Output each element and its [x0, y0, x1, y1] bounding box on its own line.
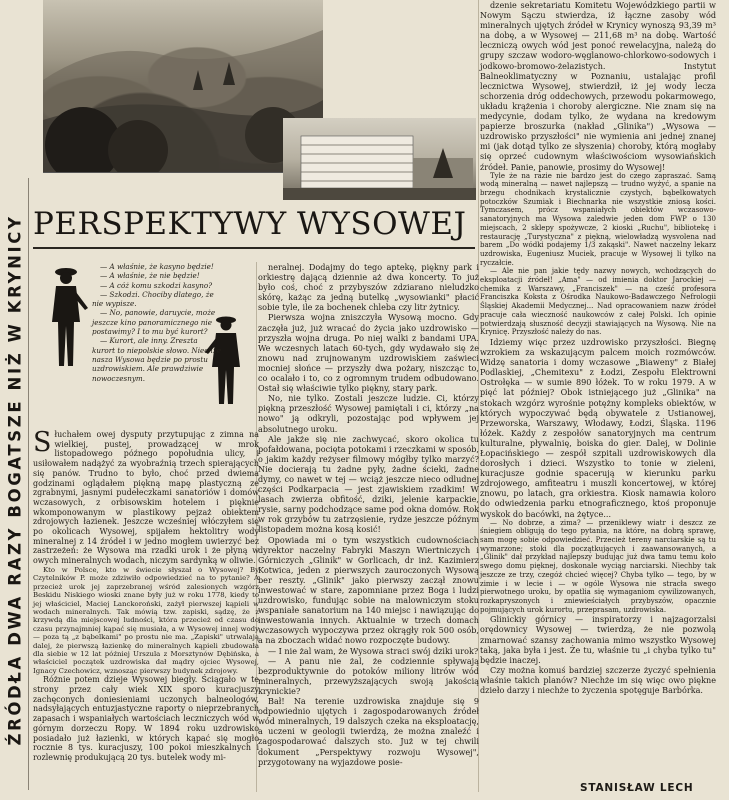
headline-rule [33, 247, 475, 249]
dialogue-line: — A właśnie, że nie będzie! [100, 271, 200, 281]
dialogue-line: — A właśnie, że kasyno będzie! [100, 262, 214, 271]
body-paragraph: dzenie sekretariatu Komitetu Wojewódzkiego partii w Nowym Sączu stwierdza, iż łączne zasoby wód mineralnych ujętych źródeł w Krynicy wynoszą 93,39 m³ na dobę, a w Wysowej — 211,68 m³ na dobę. Wartość leczniczą owych wód jest ponoć rewelacyjna, należą do grupy szczaw wodoro-węglanowo-chlorkowo-sodowych i jodkowo-bromowo-żelazistych. Instytut Balneoklimatyczny w Poznaniu, ustalając profil lecznictwa Wysowej, stwierdził, iż jej wody lecza schorzenia dróg oddechowych, przewodu pokarmowego, układu krążenia i choroby alergiczne. Nie znam się na medycynie, dodam tylko, że wydana na kredowym papierze broszurka (nakład „Glinika") „Wysowa — uzdrowisko przyszłości" nie wymienia ani jednej znanej mi (jak dotąd tylko ze słyszenia) choroby, którą mogłaby się oprzeć cudownym właściwościom wysowiańskich źródeł. Panie, panowie, prosimy do Wysowej! [480, 0, 716, 172]
body-paragraph: Pierwsza wojna zniszczyła Wysową mocno. Gdy zaczęła już, już wracać do życia jako uzdrowisko — przyszła wojna druga. Po niej walki z bandami UPA. We wczesnych latach 60-tych, gdy wydawało się że znowu nad zrujnowanym uzdrowiskiem zaświeci mocniej słońce — przyszły dwa pożary, niszcząc to, co ocalało i to, co z ogromnym trudem odbudowano. Ostał się właściwie tylko piękny, stary park. [258, 312, 479, 394]
body-paragraph: Różnie potem dzieje Wysowej biegły. Ściągało w te strony przez cały wiek XIX sporo kuracjuszy zachęconych doniesieniami uczonych balneologów, nadsyłających entuzjastyczne raporty o nieprzebranych zapasach i wspaniałych wartościach leczniczych wód w górnym dorzeczu Ropy. W 1894 roku uzdrowisko posiadało już łazienki, w których kąpać się mogło rocznie 8 tys. kuracjuszy, 100 pokoi mieszkalnych i rozlewnię produkującą 20 tys. butelek wody mi- [33, 675, 259, 762]
small-paragraph: — Ale nie pan jakie tędy nazwy nowych, wchodzących do eksploatacji źródeł! „Ama" — od imienia doktor Jarockiej — chemika z Warszawy, „Franciszek" — na cześć profesora Franciszka Koksta z Ośrodka Naukowo-Badawczego Nefrologii Śląskiej Akademii Medycznej... Nad opracowaniem nazw źródeł pracuje cała wieczność naukowców z całej Polski. Ich opinie potwierdzają słuszność decyzji stawiających na Wysową. Nie na Krynicę. Przyszłość należy do nas. [480, 267, 716, 337]
dialogue-line: — No, panowie, daruycie, może jeszcze kino panoramicznego nie postawimy? I to mu być kurort? [92, 308, 216, 337]
lead-paragraph-text: łuchałem owej dysputy przytupując z zimna na wielkiej, pustej, prowadzącej w mrok listopadowego późnego popołudnia ulicy, i usiłowałem nadążyć za wyobraźnią trzech spierających się panów. Trudno to było, choć przed dwiema godzinami oglądałem piękną mapę plastyczną ze zgrabnymi, jasnymi pudełeczkami sanatoriów i domów wczasowych, z orbisowskim hotelem i pięknie wkomponowanym w plastikowy pejzaż obiektem zdrojowych łazienek. Jeszcze wcześniej włóczyłem się po okolicach Wysowej, spijałem hektolitry wody mineralnej z 14 źródeł i w jedno mogłem uwierzyć bez zastrzeżeń: że Wysowa ma rzadki urok i że płyną w owych mineralnych wodach, niczym sardynką w oliwie. [33, 430, 259, 566]
body-paragraph: Opowiada mi o tym wszystkich cudownościach dyrektor naczelny Fabryki Maszyn Wiertniczych i Górniczych „Glinik" w Gorlicach, dr inż. Kazimierz Kotwica, jeden z pierwszych zauroczonych Wysową ber reszty. „Glinik" jako pierwszy zaczął znowu inwestować w stare, zapomniane przez Boga i ludzi uzdrowisko, fundując sobie na malowniczym stoku wspaniałe sanatorium na 140 miejsc i nawiązując do inwestowania innych. Aktualnie w trzech domach wczasowych wypoczywa przez okrągły rok 500 osób, a na zboczach widać nowo rozpoczęte budowy. [258, 534, 479, 646]
small-paragraph: — No dobrze, a zima? — przeniklewy wiatr i deszcz ze śniegiem obligują do tego pytania, na które, na dobrą sprawę, sam mogę sobie odpowiedzieć. Przecież tereny narciarskie są tu wymarzone; stoki dla początkujących i zaawansowanych, a „Glinik" dał przykład najlepszy budując już dwa tamu temu koło swego domu pięknej, doskonale wyciąg narciarski. Niechby tak jeszcze ze trzy, czegóż chcieć więcej? Chyba tylko — tego, by w zimie i w lecie i — w ogóle Wysowa nie stracła swego pierwotnego uroku, by opatlia się wymaganiom cywilizowanych, rozkapryszonych i zniewieściałych przybyszów, opacznie pojmujących urok kurortu, przeprasam, uzdrowiska. [480, 518, 716, 614]
dialogue-block [92, 262, 222, 383]
body-paragraph: — I nie żal wam, że Wysowa straci swój dziki urok? [268, 645, 479, 656]
body-paragraph: Bał! Na terenie uzdrowiska znajduje się 9 odpowiednio ujętych i zagospodarowanych źródeł wód mineralnych, 19 dalszych czeka na eksploatację, a uczeni w geologii twierdzą, że można znaleźć i zagospodarować dalszych sto. Już w tej chwili dokument „Perspektywy rozwoju Wysowej", przygotowany na wyjazdowe posie- [258, 696, 479, 767]
landscape-photo [43, 0, 323, 173]
body-paragraph: Idziemy więc przez uzdrowisko przyszłości. Biegnę wzrokiem za wskazującym palcem moich rozmówców. Widzę sanatoria i domy wczasowe „Biaweny" z Białej Podlaskiej, „Chemitexu" z Łodzi, Zespołu Elektrowni Ostrołęka — w sumie 890 łóżek. To w roku 1979. A w pięć lat później? Obok istniejącego już „Glinika" na stokach wzgórz wyrośnie potężny kompleks obiektów, w których wypoczywać będą obywatele z Ustianowej, Przeworska, Warszawy, Włodawy, Łodzi, Śląska. 1196 łóżek. Każdy z zespołów sanatoryjnych ma centrum kulturalne, pływalnię, boiska do gier. Dalej, w Dolinie Łopacińskiego — zespół szpitali uzdrowiskowych dla dorosłych i dzieci. Wszystko to tonie w zieleni, kuracjusze godnie spacerują w kierunku parku zdrojowego, amfiteatru i muszli koncertowej, w której znowu, po latach, gra orkiestra. Kiosk namawia koloro do odwiedzenia parku etnograficznego, ktoś proponuje wyskok do bacówki, na żętyce... [480, 336, 716, 519]
body-paragraph: Ale jakże się nie zachwycać, skoro okolica tu pofałdowana, pocięta potokami i rzeczkami w sposób, o jakim każdy reżyser filmowy mógłby tylko marzyć? Nie docierają tu żadne pyły, żadne ścieki, żadne dymy, co nawet w tej — wciąż jeszcze nieco odludnej części Podkarpacia — jest zjawiskiem rzadkim! W lasach zwierza obfitość, dziki, jelenie karpackie, rysie, sarny podchodzące same pod okna domów. Rok w rok grzybów tu zatrzęsienie, rydze jeszcze późnym listopadem można kosą kosić! [258, 433, 479, 535]
article-headline: PERSPEKTYWY WYSOWEJ [33, 206, 467, 242]
landscape-photo-shapes [43, 0, 323, 172]
small-paragraph: Tyle że na razie nie bardzo jest do czego zapraszać. Samą wodą mineralną — nawet najlepszą — trudno wyżyć, a spanie na brzegu chodnikach krystalicznie czystych, bąbelkowatych potoczków Szumiak i Biechnarka nie wszystkie zniosą kości. Tymczasem, prócz wspaniałych obiektów wczasowo-sanatoryjnych ma Wysowa zaledwie jeden dom FWP o 130 miejscach, 2 sklepy spożywcze, 2 kioski „Ruchu", bibliotekę i restaurację „Turystyczna" z piękną, wielowładzą wysvolena nad barem „Do wódki podajemy 1/3 zakąski". Nawet naczelny lekarz uzdrowiska, Eugeniusz Muciek, pracuje w Wysowej li tylko na ryczałcie. [480, 171, 716, 267]
body-paragraph: No, nie tylko. Zostali jeszcze ludzie. Ci, którzy piękną przeszłość Wysowej pamiętali i ci, którzy „na nowo" ją odkryli, pozostając pod wpływem jej absolutnego uroku. [258, 393, 479, 434]
sanatorium-photo [283, 118, 476, 200]
body-paragraph: — A panu nie żal, że codziennie spływają bezproduktywnie do potoków miliony litrów wód mineralnych, przewyższających swoją jakością krynickie? [258, 655, 479, 696]
history-paragraph: Kto w Polsce, kto w świecie słyszał o Wysowej? By Czytelników P. może zdziwiło odpowiedzieć na to pytanie? A przecież urok jej zaprzebranej wśród zalesionych wzgórz Beskidu Niskiego wioski znane były już w roku 1778, kiedy to jej właściciel, Maciej Lanckoroński, zażył pierwszej kąpieli w wodach mineralnych. Tak mówią tzw. zapiski, sądzę, że z krzywdą dla miejscowej ludności, która przecież od czasu do czasu przynajmniej kąpać się musiała, a w Wysowej innej wody — poza tą „z bąbelkami" po prostu nie ma. „Zapiski" utrwalają dalej, że pierwszą łazienkę do mineralnych kąpieli zbudowała dla siebie w 12 lat później Urszula z Morsztynów Dębińska, a właściciel początek uzdrowiska dał mądry ojciec Wysowej, Ignacy Czechowicz, wznosząc pierwszy budynek zdrojowy. [33, 565, 259, 675]
body-paragraph: neralnej. Dodajmy do tego aptekę, piękny park i orkiestrę dającą dziennie aż dwa koncerty. To już było coś, choć z przybyszów zdziarano nieludzko skórę, każąc za jedną butelkę „wysowianki" płacić sobie tyle, ile za bochenek chleba czy litr żytnicy. [258, 262, 479, 313]
vertical-heading-container [2, 170, 28, 790]
drop-cap: S [33, 427, 52, 458]
dialogue-line: — A cóż komu szkodzi kasyno? [100, 280, 213, 290]
author-signature: STANISŁAW LECH [580, 782, 694, 794]
article-column-middle [258, 262, 479, 767]
dialogue-line: — Kurort, ale inny. Zreszta kurort to niepolskie słowo. Niechże nasza Wysowa będzie po prostu uzdrowiskiem. Ale prawdziwie nowoczesnym. [92, 336, 221, 383]
body-paragraph: Czy można komuś bardziej szczerze życzyć spełnienia właśnie takich planów? Niechże im się więc owo piękne dzieło darzy i niechże to życzenia spotęguje Barbórka. [480, 664, 716, 696]
dialogue-line: — Szkodzi. Chociby dlatego, że nie wypisze. [92, 289, 214, 309]
article-column-right [480, 0, 716, 695]
vertical-rule [28, 178, 29, 790]
lead-paragraph [33, 427, 259, 566]
article-column-left [33, 427, 259, 763]
vertical-heading: ŹRÓDŁA DWA RAZY BOGATSZE NIŻ W KRYNICY [5, 214, 25, 746]
man-silhouette-left [38, 262, 93, 370]
sanatorium-building [283, 118, 476, 200]
body-paragraph: Glinickiy górnicy — inspiratorzy i najzagorzalsi orędownicy Wysowej — twierdzą, że nie pozwolą zmarnować szansy zachowania mimo wszystko Wysowej taką, jaka była i jest. Że tu, właśnie tu „i chyba tylko tu" będzie inaczej. [480, 614, 716, 665]
